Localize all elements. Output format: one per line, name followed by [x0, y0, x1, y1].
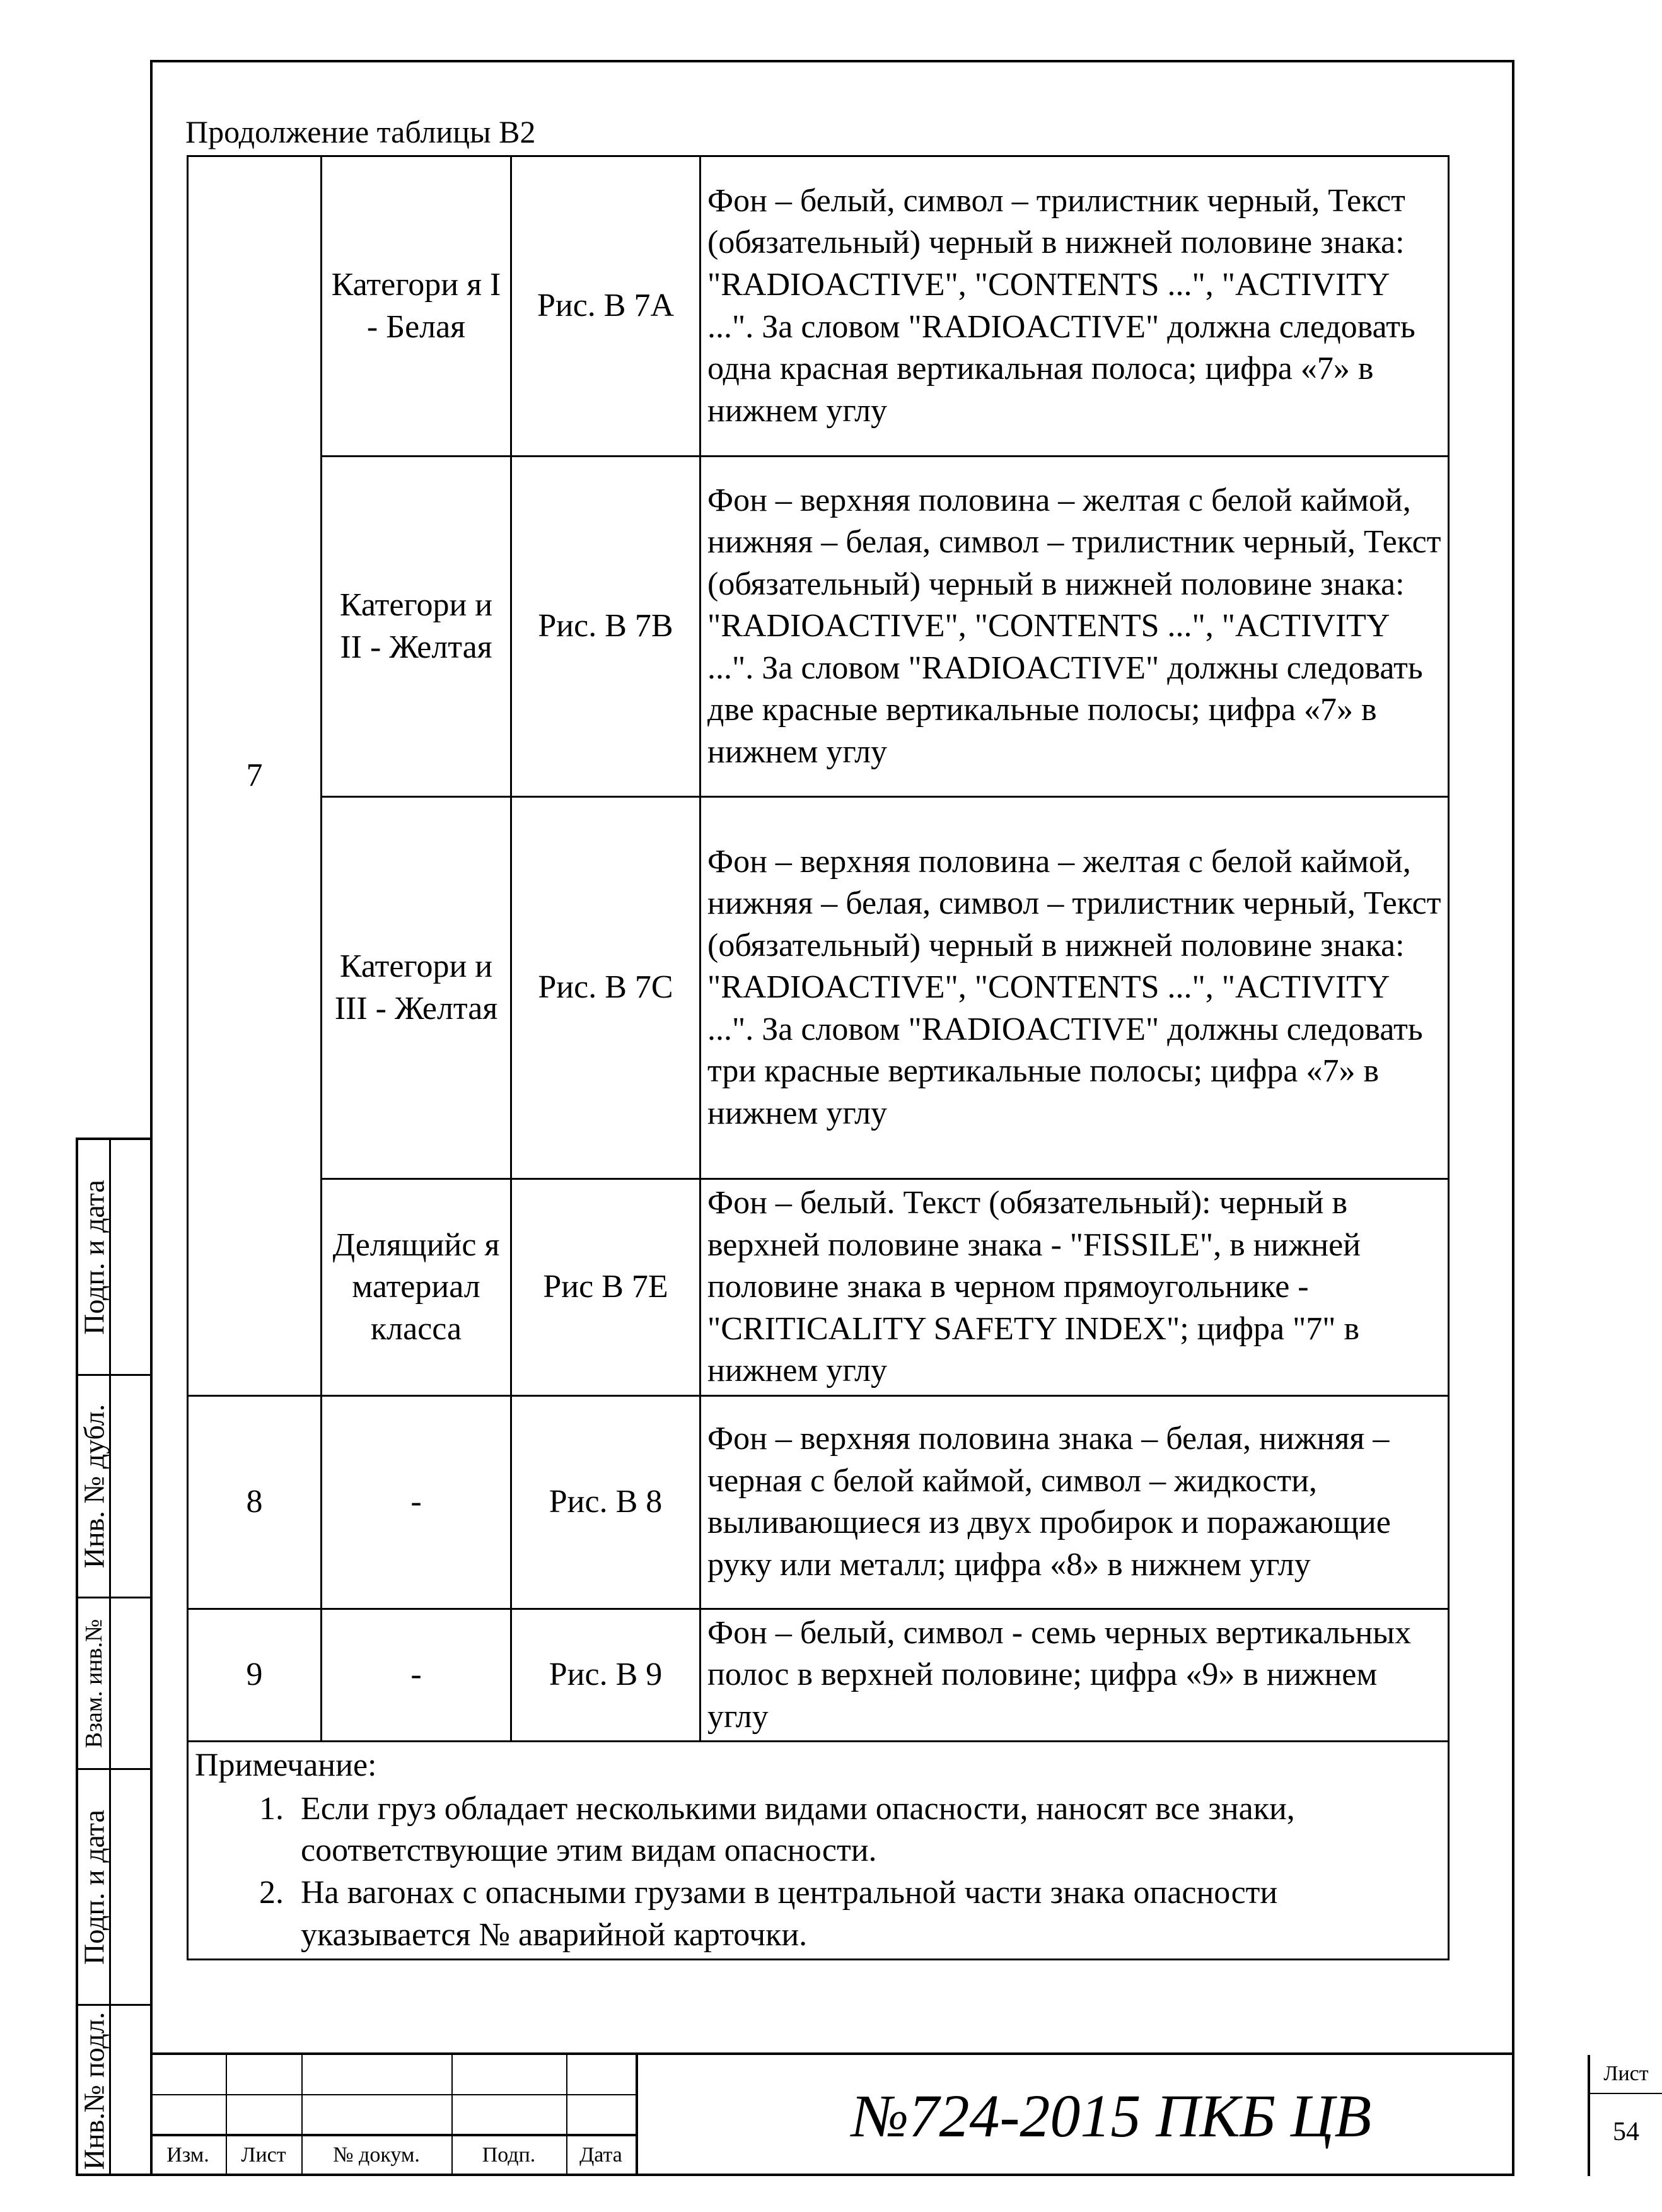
category-cell: Делящийс я материал класса	[322, 1179, 511, 1396]
category-cell: Категори и III - Желтая	[322, 797, 511, 1179]
figure-cell: Рис. В 7А	[511, 156, 700, 457]
class-number-cell: 8	[188, 1395, 322, 1609]
class-number-cell: 9	[188, 1609, 322, 1742]
note-list	[195, 1788, 1441, 1956]
sheet-number: 54	[1613, 2117, 1639, 2146]
side-stamp-cell	[78, 2006, 150, 2176]
header-doc-number: № докум.	[333, 2143, 420, 2167]
note-item: 1. Если груз обладает несколькими видами опасности, наносят все знаки, соответствующие этим видам опасности.	[292, 1788, 1441, 1872]
table-continuation-title: Продолжение таблицы В2	[185, 114, 536, 149]
hazard-signs-table	[187, 155, 1450, 1960]
table-row	[188, 457, 1449, 797]
table-row	[188, 1395, 1449, 1609]
figure-cell: Рис. В 7В	[511, 457, 700, 797]
description-cell: Фон – верхняя половина знака – белая, нижняя – черная с белой каймой, символ – жидкости, выливающиеся из двух пробирок и поражающие руку или металл; цифра «8» в нижнем углу	[700, 1395, 1449, 1609]
description-cell: Фон – верхняя половина – желтая с белой каймой, нижняя – белая, символ – трилистник черный, Текст (обязательный) черный в нижней половине знака: "RADIOACTIVE", "CONTENTS ...", "ACTIVITY ...". За словом "RADIOACTIVE" должны следовать две красные вертикальные полосы; цифра «7» в нижнем углу	[700, 457, 1449, 797]
figure-cell: Рис. В 9	[511, 1609, 700, 1742]
figure-cell: Рис. В 8	[511, 1395, 700, 1609]
sheet-box	[1588, 2055, 1662, 2176]
sheet-label: Лист	[1590, 2055, 1662, 2094]
side-stamp-cell	[78, 1376, 150, 1598]
header-date: Дата	[579, 2143, 622, 2167]
note-item: 2. На вагонах с опасными грузами в центральной части знака опасности указывается № аварийной карточки.	[292, 1872, 1441, 1956]
side-stamp-label: Инв.№ подл.	[78, 2011, 110, 2170]
description-cell: Фон – белый, символ – трилистник черный, Текст (обязательный) черный в нижней половине знака: "RADIOACTIVE", "CONTENTS ...", "ACTIVITY ...". За словом "RADIOACTIVE" должна следовать одна красная вертикальная полоса; цифра «7» в нижнем углу	[700, 156, 1449, 457]
document-number: №724-2015 ПКБ ЦВ	[851, 2081, 1372, 2150]
note-row	[188, 1742, 1449, 1960]
table-row	[188, 1179, 1449, 1396]
side-stamp-cell	[78, 1598, 150, 1770]
note-cell	[188, 1742, 1449, 1960]
table-row	[188, 156, 1449, 457]
header-sheet: Лист	[241, 2143, 286, 2167]
figure-cell: Рис В 7Е	[511, 1179, 700, 1396]
description-cell: Фон – белый. Текст (обязательный): черный в верхней половине знака - "FISSILE", в нижней половине знака в черном прямоугольнике - "CRITICALITY SAFETY INDEX"; цифра "7" в нижнем углу	[700, 1179, 1449, 1396]
side-stamp-cell	[78, 1140, 150, 1376]
note-title: Примечание:	[195, 1747, 377, 1784]
description-cell: Фон – верхняя половина – желтая с белой каймой, нижняя – белая, символ – трилистник черный, Текст (обязательный) черный в нижней половине знака: "RADIOACTIVE", "CONTENTS ...", "ACTIVITY ...". За словом "RADIOACTIVE" должны следовать три красные вертикальные полосы; цифра «7» в нижнем углу	[700, 797, 1449, 1179]
table-row	[188, 1609, 1449, 1742]
side-stamp-label: Взам. инв.№	[80, 1619, 107, 1748]
category-cell: Категори я I - Белая	[322, 156, 511, 457]
category-cell: -	[322, 1609, 511, 1742]
class-number-cell: 7	[188, 156, 322, 1396]
side-stamp	[76, 1138, 150, 2176]
side-stamp-label: Подп. и дата	[78, 1809, 110, 1965]
side-stamp-label: Инв. № дубл.	[78, 1404, 110, 1569]
header-signature: Подп.	[482, 2143, 536, 2167]
revision-grid	[150, 2055, 636, 2176]
title-block	[150, 2052, 1649, 2176]
category-cell: -	[322, 1395, 511, 1609]
category-cell: Категори и II - Желтая	[322, 457, 511, 797]
figure-cell: Рис. В 7С	[511, 797, 700, 1179]
table-row	[188, 797, 1449, 1179]
header-change: Изм.	[166, 2143, 209, 2167]
side-stamp-cell	[78, 1770, 150, 2006]
description-cell: Фон – белый, символ - семь черных вертикальных полос в верхней половине; цифра «9» в нижнем углу	[700, 1609, 1449, 1742]
side-stamp-label: Подп. и дата	[78, 1179, 110, 1335]
